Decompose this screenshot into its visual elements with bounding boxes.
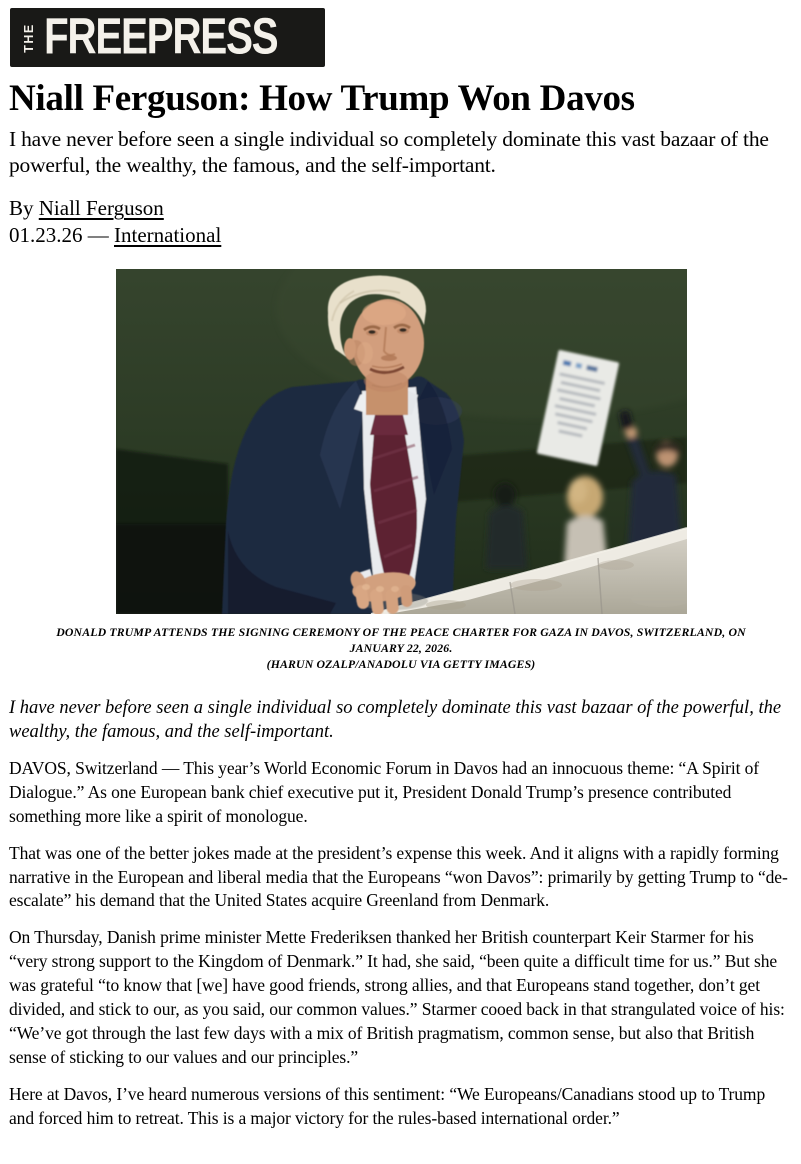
article-figure bbox=[9, 269, 793, 673]
author-link[interactable]: Niall Ferguson bbox=[38, 196, 164, 221]
photo-caption: DONALD TRUMP ATTENDS THE SIGNING CEREMONY OF THE PEACE CHARTER FOR GAZA IN DAVOS, SWITZERLAND, ON JANUARY 22, 2026. bbox=[56, 624, 746, 655]
byline-prefix: By bbox=[9, 196, 34, 221]
logo-wordmark: FREEPRESS bbox=[44, 7, 278, 65]
headline: Niall Ferguson: How Trump Won Davos bbox=[9, 78, 635, 119]
dateline-dash: — bbox=[87, 222, 109, 247]
body-paragraph-1: DAVOS, Switzerland — This year’s World Economic Forum in Davos had an innocuous theme: “A Spirit of Dialogue.” As one European bank chief executive put it, President Donald Trump’s presence contributed something more like a spirit of monologue. bbox=[9, 757, 760, 826]
photo-credit: (HARUN OZALP/ANADOLU VIA GETTY IMAGES) bbox=[266, 656, 536, 671]
category-link[interactable]: International bbox=[114, 222, 222, 247]
dek: I have never before seen a single individual so completely dominate this vast bazaar of the powerful, the wealthy, the famous, and the self-important. bbox=[9, 126, 769, 178]
figure-caption-block bbox=[46, 625, 756, 673]
dateline bbox=[9, 222, 793, 248]
body-paragraph-3: On Thursday, Danish prime minister Mette Frederiksen thanked her British counterpart Keir Starmer for his “very strong support to the Kingdom of Denmark.” It had, she said, “been quite a difficult time for us.” But she was grateful “to know that [we] have good friends, strong allies, and that Europeans stand together, don’t get divided, and stick to our, as you said, our common values.” Starmer cooed back in that strangulated voice of his: “We’ve got through the last few days with a mix of British pragmatism, common sense, but also that British sense of sticking to our values and our principles.” bbox=[9, 927, 785, 1068]
body-paragraph-2: That was one of the better jokes made at the president’s expense this week. And it aligns with a rapidly forming narrative in the European and liberal media that the Europeans “won Davos”: primarily by getting Trump to “de-escalate” his demand that the United States acquire Greenland from Denmark. bbox=[9, 842, 788, 911]
byline bbox=[9, 195, 793, 221]
article-photo bbox=[116, 269, 687, 614]
date-text: 01.23.26 bbox=[9, 222, 83, 247]
body-paragraph-4: Here at Davos, I’ve heard numerous versions of this sentiment: “We Europeans/Canadians stood up to Trump and forced him to retreat. This is a major victory for the rules-based international order.” bbox=[9, 1084, 766, 1129]
freepress-logo[interactable] bbox=[10, 8, 325, 67]
lede-paragraph: I have never before seen a single individual so completely dominate this vast bazaar of the powerful, the wealthy, the famous, and the self-important. bbox=[9, 697, 782, 742]
logo-the-vertical: THE bbox=[22, 22, 36, 53]
